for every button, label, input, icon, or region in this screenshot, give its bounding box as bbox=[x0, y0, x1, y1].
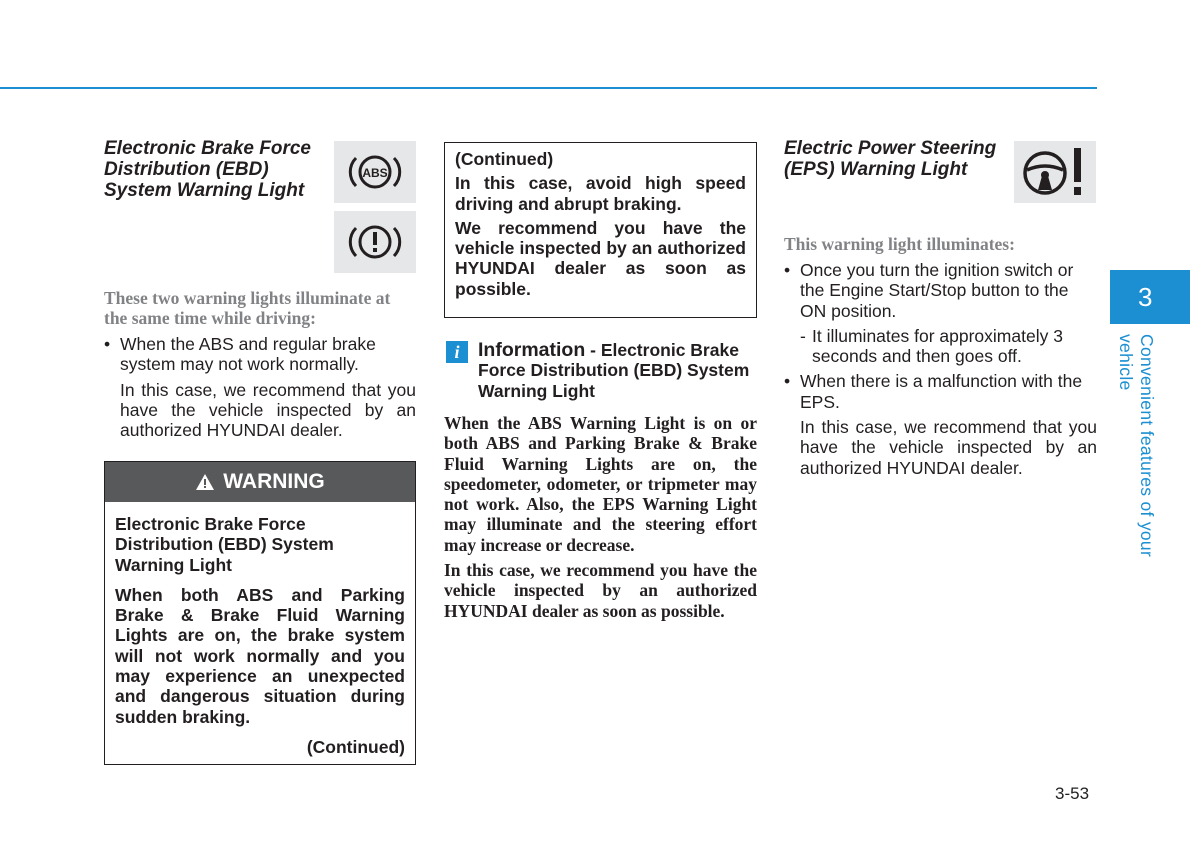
ebd-subheading: These two warning lights illuminate at the same time while driving: bbox=[104, 288, 391, 328]
eps-description bbox=[784, 234, 1097, 478]
information-header: i Information - Electronic Brake Force Distribution (EBD) System Warning Light bbox=[444, 340, 757, 401]
svg-text:ABS: ABS bbox=[362, 166, 388, 180]
eps-warning-icon bbox=[1014, 141, 1096, 203]
continued-box bbox=[444, 142, 757, 318]
eps-bullet-2-note: In this case, we recommend that you have the vehicle inspected by an authorized HYUNDAI dealer. bbox=[800, 417, 1097, 478]
warning-header bbox=[105, 462, 415, 502]
ebd-description bbox=[104, 288, 416, 440]
information-label: Information bbox=[478, 339, 586, 361]
continued-label: (Continued) bbox=[455, 149, 554, 169]
warning-box bbox=[104, 461, 416, 765]
page-number: 3-53 bbox=[1055, 784, 1090, 803]
warning-continued: (Continued) bbox=[306, 736, 405, 757]
information-title: Electronic Brake Force Distribution (EBD) System Warning Light bbox=[478, 340, 750, 401]
warning-title: Electronic Brake Force Distribution (EBD) System Warning Light bbox=[115, 514, 334, 575]
eps-bullet-2: • When there is a malfunction with the EPS. bbox=[784, 371, 1083, 412]
warning-label: WARNING bbox=[223, 470, 325, 493]
chapter-tab: 3 bbox=[1110, 270, 1190, 324]
eps-subheading: This warning light illuminates: bbox=[784, 234, 1015, 254]
info-icon: i bbox=[446, 341, 468, 363]
warning-triangle-icon bbox=[195, 473, 215, 491]
top-rule bbox=[0, 87, 1097, 89]
ebd-heading: Electronic Brake Force Distribution (EBD) System Warning Light bbox=[104, 138, 311, 201]
chapter-title: Convenient features of your vehicle bbox=[1116, 334, 1157, 558]
eps-heading: Electric Power Steering (EPS) Warning Light bbox=[784, 138, 997, 180]
information-p1: When the ABS Warning Light is on or both ABS and Parking Brake & Brake Fluid Warning Lights are on, the speedometer, odometer, or tripmeter may not work. Also, the EPS Warning Light may illuminate and the steering effort may increase or decrease. bbox=[444, 413, 757, 555]
information-p2: In this case, we recommend you have the vehicle inspected by an authorized HYUNDAI dealer as soon as possible. bbox=[444, 560, 757, 621]
warning-body: When both ABS and Parking Brake & Brake Fluid Warning Lights are on, the brake system will not work normally and you may experience an unexpected and dangerous situation during sudden braking. bbox=[115, 584, 405, 727]
brake-warning-icon bbox=[334, 211, 416, 273]
information-body bbox=[444, 413, 757, 626]
ebd-bullet: • When the ABS and regular brake system may not work normally. bbox=[104, 334, 376, 375]
ebd-bullet-note: In this case, we recommend that you have the vehicle inspected by an authorized HYUNDAI dealer. bbox=[120, 379, 416, 441]
abs-warning-icon bbox=[334, 141, 416, 203]
eps-bullet-1: • Once you turn the ignition switch or the Engine Start/Stop button to the ON position. bbox=[784, 260, 1074, 321]
continued-p2: We recommend you have the vehicle inspected by an authorized HYUNDAI dealer as soon as possible. bbox=[455, 217, 746, 299]
eps-sub-1: - It illuminates for approximately 3 seconds and then goes off. bbox=[800, 325, 1063, 367]
continued-p1: In this case, avoid high speed driving and abrupt braking. bbox=[455, 173, 746, 214]
